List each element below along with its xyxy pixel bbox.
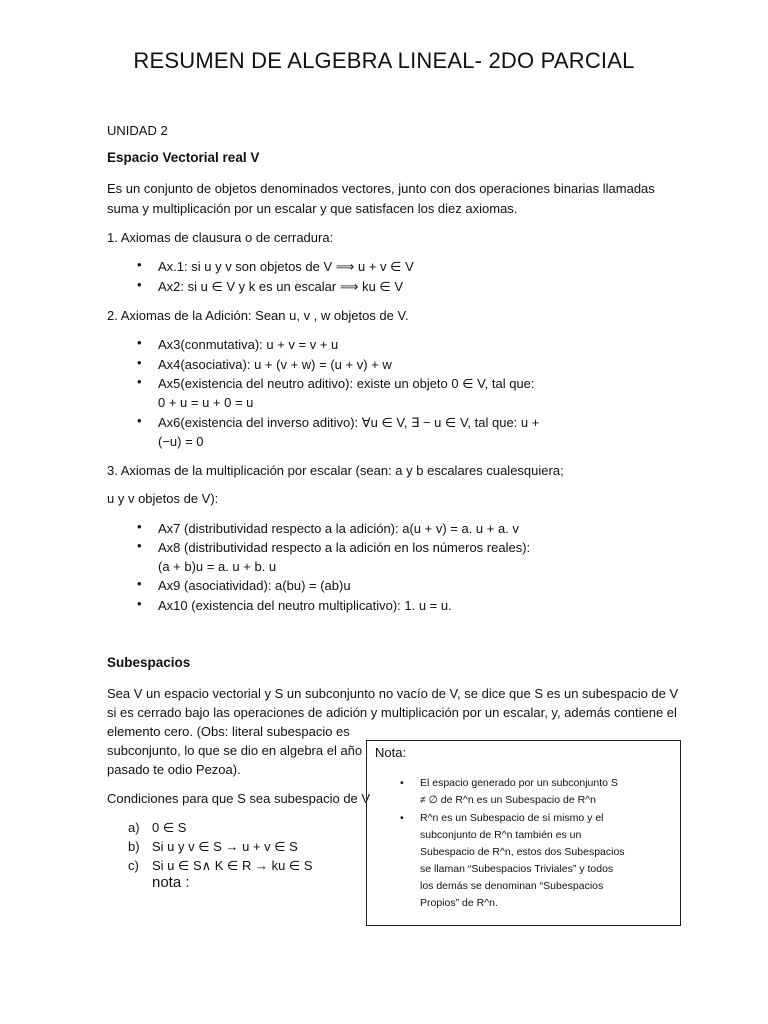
bullet-icon: • <box>137 519 142 534</box>
bullet-icon: • <box>137 538 142 553</box>
nota-label: nota : <box>152 874 190 891</box>
axiom-8-continued: (a + b)u = a. u + b. u <box>158 559 277 574</box>
bullet-icon: • <box>137 596 142 611</box>
axiom-5: Ax5(existencia del neutro aditivo): existe un objeto 0 ∈ V, tal que: <box>158 376 535 391</box>
axiom-9: Ax9 (asociatividad): a(bu) = (ab)u <box>158 578 351 593</box>
conditions-heading: Condiciones para que S sea subespacio de V <box>107 791 371 806</box>
condition-c: Si u ∈ S∧ K ∈ R → ku ∈ S <box>152 858 313 873</box>
closure-axioms-heading: 1. Axiomas de clausura o de cerradura: <box>107 230 334 245</box>
axiom-5-continued: 0 + u = u + 0 = u <box>158 395 254 410</box>
intro-line-1: Es un conjunto de objetos denominados vectores, junto con dos operaciones binarias llamadas <box>107 181 655 196</box>
axiom-3: Ax3(conmutativa): u + v = v + u <box>158 337 339 352</box>
subspace-definition-line-2: si es cerrado bajo las operaciones de adición y multiplicación por un escalar, y, además contiene el <box>107 705 677 720</box>
note-line-5: Subespacio de R^n, estos dos Subespacios <box>420 846 625 858</box>
note-line-4: subconjunto de R^n también es un <box>420 829 582 841</box>
axiom-6-continued: (−u) = 0 <box>158 434 204 449</box>
bullet-icon: • <box>137 257 142 272</box>
document-title: RESUMEN DE ALGEBRA LINEAL- 2DO PARCIAL <box>133 48 635 73</box>
note-line-8: Propios” de R^n. <box>420 897 498 909</box>
section-heading-vector-space: Espacio Vectorial real V <box>107 150 260 165</box>
condition-a: 0 ∈ S <box>152 820 187 835</box>
note-box-title: Nota: <box>375 745 407 760</box>
subspace-definition-line-4: subconjunto, lo que se dio en algebra el año <box>107 743 363 758</box>
unit-label: UNIDAD 2 <box>107 123 168 138</box>
bullet-icon: • <box>137 374 142 389</box>
note-line-2: ≠ ∅ de R^n es un Subespacio de R^n <box>420 794 596 806</box>
axiom-8: Ax8 (distributividad respecto a la adición en los números reales): <box>158 540 531 555</box>
subspace-definition-line-5: pasado te odio Pezoa). <box>107 762 241 777</box>
condition-marker: c) <box>128 858 139 873</box>
addition-axioms-heading: 2. Axiomas de la Adición: Sean u, v , w objetos de V. <box>107 308 409 323</box>
bullet-icon: • <box>137 277 142 292</box>
bullet-icon: • <box>137 576 142 591</box>
bullet-icon: • <box>137 335 142 350</box>
condition-b: Si u y v ∈ S → u + v ∈ S <box>152 839 298 854</box>
axiom-1: Ax.1: si u y v son objetos de V ⟹ u + v ∈ V <box>158 259 414 274</box>
condition-marker: b) <box>128 839 140 854</box>
note-line-6: se llaman “Subespacios Triviales” y todos <box>420 863 614 875</box>
note-line-1: El espacio generado por un subconjunto S <box>420 777 618 789</box>
bullet-icon: • <box>137 413 142 428</box>
subspace-definition-line-1: Sea V un espacio vectorial y S un subconjunto no vacío de V, se dice que S es un subespacio de V <box>107 686 679 701</box>
condition-marker: a) <box>128 820 140 835</box>
note-line-7: los demás se denominan “Subespacios <box>420 880 604 892</box>
subspace-definition-line-3: elemento cero. (Obs: literal subespacio es <box>107 724 350 739</box>
bullet-icon: • <box>400 777 404 789</box>
axiom-2: Ax2: si u ∈ V y k es un escalar ⟹ ku ∈ V <box>158 279 404 294</box>
section-heading-subspaces: Subespacios <box>107 655 191 670</box>
axiom-10: Ax10 (existencia del neutro multiplicativo): 1. u = u. <box>158 598 452 613</box>
note-line-3: R^n es un Subespacio de sí mismo y el <box>420 812 604 824</box>
bullet-icon: • <box>400 812 404 824</box>
bullet-icon: • <box>137 355 142 370</box>
scalar-axioms-heading-line-2: u y v objetos de V): <box>107 491 219 506</box>
axiom-7: Ax7 (distributividad respecto a la adición): a(u + v) = a. u + a. v <box>158 521 519 536</box>
axiom-6: Ax6(existencia del inverso aditivo): ∀u ∈ V, ∃ − u ∈ V, tal que: u + <box>158 415 540 430</box>
axiom-4: Ax4(asociativa): u + (v + w) = (u + v) + w <box>158 357 392 372</box>
scalar-axioms-heading-line-1: 3. Axiomas de la multiplicación por escalar (sean: a y b escalares cualesquiera; <box>107 463 564 478</box>
intro-line-2: suma y multiplicación por un escalar y que satisfacen los diez axiomas. <box>107 201 518 216</box>
